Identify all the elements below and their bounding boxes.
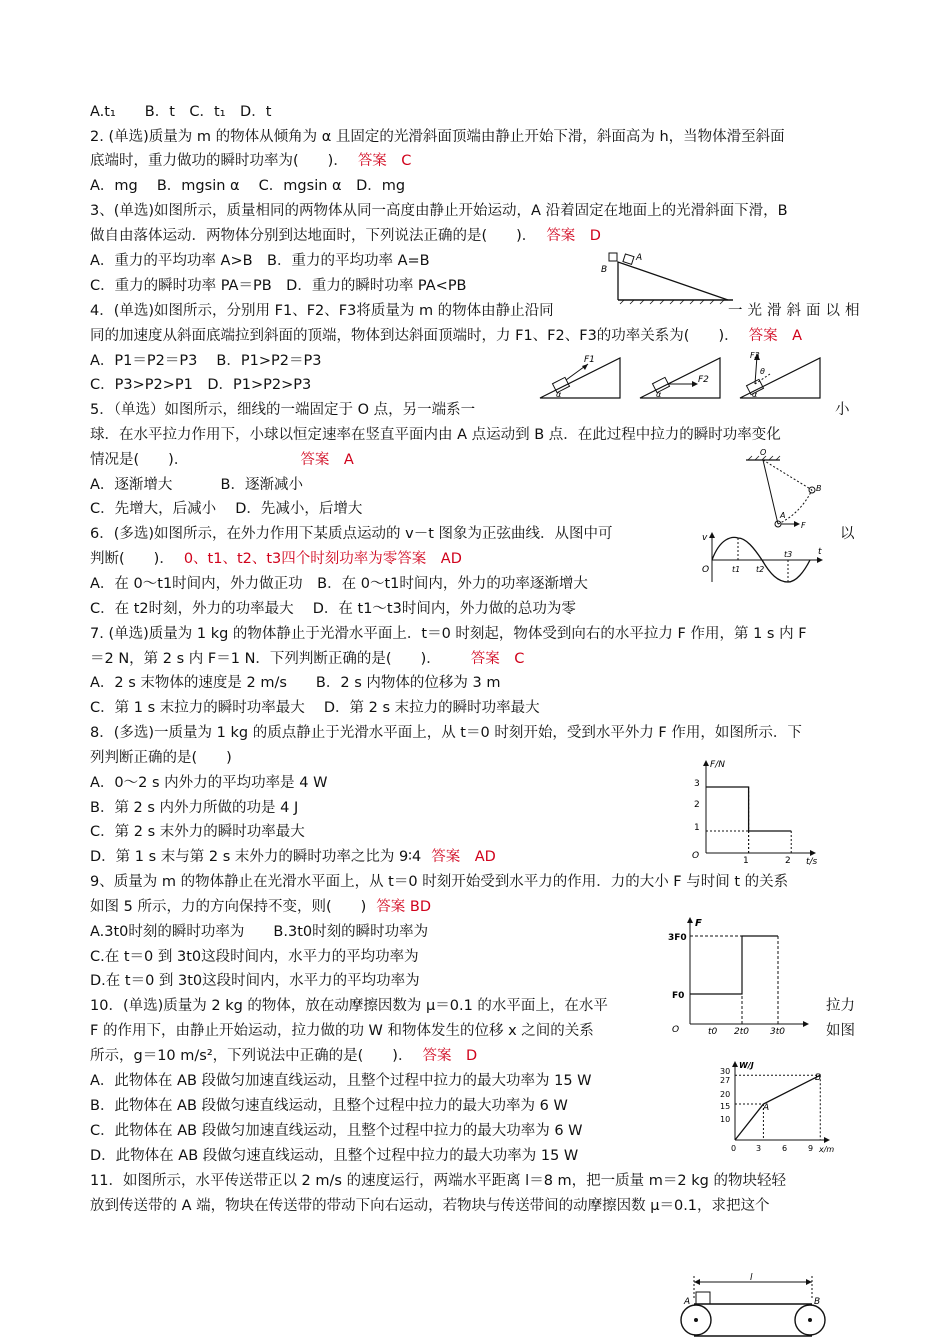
pendulum-label-b: B	[816, 484, 822, 493]
ft9-ytick-f0: F0	[672, 991, 685, 1001]
q7-options-cd: C．第 1 s 末拉力的瞬时功率最大 D．第 2 s 末拉力的瞬时功率最大	[90, 700, 540, 716]
q5-stem-3: 情况是( )． 答案 A	[90, 452, 354, 468]
q2-stem-2: 底端时，重力做功的瞬时功率为( )． 答案 C	[90, 153, 412, 169]
ft8-xtick-1: 1	[743, 856, 749, 866]
ft9-origin: O	[672, 1025, 680, 1035]
q7-options-ab: A．2 s 末物体的速度是 2 m/s B．2 s 内物体的位移为 3 m	[90, 675, 501, 691]
wx-ytick-27: 27	[720, 1076, 731, 1085]
pendulum-label-f: F	[801, 521, 806, 530]
ft8-ytick-1: 1	[694, 823, 700, 833]
conveyor-figure	[680, 1270, 830, 1340]
pendulum-label-a: A	[780, 511, 786, 520]
wx-xtick-3: 3	[756, 1144, 762, 1153]
ft8-ylabel: F/N	[710, 760, 725, 770]
angle-label-theta: θ	[760, 367, 765, 376]
force-label-f1: F1	[584, 355, 595, 365]
force-label-f3: F3	[750, 351, 760, 360]
wx-ytick-20: 20	[720, 1090, 731, 1099]
q8-stem: 8．(多选)一质量为 1 kg 的质点静止于光滑水平面上，从 t＝0 时刻开始，受到水平外力 F 作用，如图所示．下	[90, 725, 802, 741]
q8-stem-2: 列判断正确的是( )	[90, 750, 232, 766]
ft9-xtick-2t0: 2t0	[734, 1027, 749, 1036]
q6-answer: 0、t1、t2、t3四个时刻功率为零答案 AD	[183, 551, 462, 567]
pendulum-figure	[738, 448, 828, 532]
q10-stem-3: 所示，g＝10 m/s²，下列说法中正确的是( )． 答案 D	[90, 1048, 478, 1064]
force-label-f2: F2	[698, 375, 709, 385]
q7-stem: 7. (单选)质量为 1 kg 的物体静止于光滑水平面上．t＝0 时刻起，物体受到向右的水平拉力 F 作用，第 1 s 内 F	[90, 626, 807, 642]
vt-ylabel: v	[702, 533, 708, 543]
belt-label-b: B	[814, 1297, 821, 1307]
incline-label-b: B	[601, 265, 608, 275]
ft8-xlabel: t/s	[806, 857, 818, 867]
wx-xlabel: x/m	[819, 1145, 835, 1154]
q10-answer: 答案 D	[422, 1048, 478, 1064]
wx-plot	[735, 1075, 820, 1140]
ft8-ytick-3: 3	[694, 779, 700, 789]
q8-option-c: C．第 2 s 末外力的瞬时功率最大	[90, 824, 305, 840]
wx-ytick-10: 10	[720, 1115, 731, 1124]
q4-stem: 4．(单选)如图所示，分别用 F1、F2、F3将质量为 m 的物体由静止沿同	[90, 303, 554, 319]
q10-stem-2: F 的作用下，由静止开始运动，拉力做的功 W 和物体发生的位移 x 之间的关系	[90, 1023, 594, 1039]
angle-label-2: α	[656, 390, 662, 399]
q2-stem: 2. (单选)质量为 m 的物体从倾角为 α 且固定的光滑斜面顶端由静止开始下滑，斜面高为 h，当物体滑至斜面	[90, 129, 785, 145]
q8-option-a: A．0～2 s 内外力的平均功率是 4 W	[90, 775, 328, 791]
q5-options-cd: C．先增大，后减小 D．先减小，后增大	[90, 501, 363, 517]
ft8-plot	[706, 787, 791, 853]
q6-options-cd: C．在 t2时刻，外力的功率最大 D．在 t1～t3时间内，外力做的总功为零	[90, 601, 576, 617]
q4-stem-2: 同的加速度从斜面底端拉到斜面的顶端，物体到达斜面顶端时，力 F1、F2、F3的功率关系为( )． 答案 A	[90, 328, 803, 344]
belt-label-a: A	[684, 1297, 691, 1307]
pendulum-label-o: O	[760, 448, 767, 457]
q4-stem-right: 一光滑斜面以相	[728, 303, 865, 319]
q6-options-ab: A．在 0～t1时间内，外力做正功 B．在 0～t1时间内，外力的功率逐渐增大	[90, 576, 588, 592]
q8-option-b: B．第 2 s 内外力所做的功是 4 J	[90, 800, 299, 816]
belt-label-l: l	[750, 1273, 753, 1283]
ft9-ylabel: F	[695, 918, 702, 929]
q3-stem-2: 做自由落体运动．两物体分别到达地面时，下列说法正确的是( )． 答案 D	[90, 228, 601, 244]
q5-answer: 答案 A	[300, 452, 354, 468]
ft-graph-q9	[668, 912, 816, 1036]
q5-stem-2: 球．在水平拉力作用下，小球以恒定速率在竖直平面内由 A 点运动到 B 点．在此过程中拉力的瞬时功率变化	[90, 427, 781, 443]
vt-graph	[700, 530, 828, 590]
q9-option-c: C.在 t＝0 到 3t0这段时间内，水平力的平均功率为	[90, 949, 419, 965]
wx-xtick-6: 6	[782, 1144, 788, 1153]
q10-option-c: C．此物体在 AB 段做匀加速直线运动，且整个过程中拉力的最大功率为 6 W	[90, 1123, 583, 1139]
ft8-xtick-2: 2	[785, 856, 791, 866]
q9-answer: 答案 BD	[376, 899, 431, 915]
q1-options: A.t₁ B．t C．t₁ D．t	[90, 104, 272, 120]
q3-answer: 答案 D	[546, 228, 601, 244]
q8-answer: 答案 AD	[431, 849, 496, 865]
q5-stem: 5．（单选）如图所示，细线的一端固定于 O 点，另一端系一	[90, 402, 476, 418]
ft9-xtick-t0: t0	[708, 1027, 718, 1036]
ft9-xtick-3t0: 3t0	[770, 1027, 785, 1036]
ft-graph-q8	[688, 755, 828, 867]
q6-stem-right: 以	[840, 526, 855, 542]
q10-stem: 10．(单选)质量为 2 kg 的物体，放在动摩擦因数为 μ＝0.1 的水平面上，在水平	[90, 998, 608, 1014]
ft8-origin: O	[692, 851, 700, 861]
angle-label-3: α	[752, 390, 758, 399]
vt-origin: O	[702, 565, 710, 575]
q9-stem-2: 如图 5 所示，力的方向保持不变，则( ) 答案 BD	[90, 899, 431, 915]
q3-options-ab: A．重力的平均功率 A>B B．重力的平均功率 A=B	[90, 253, 430, 269]
wx-ytick-15: 15	[720, 1102, 731, 1111]
q3-stem: 3、(单选)如图所示，质量相同的两物体从同一高度由静止开始运动，A 沿着固定在地面上的光滑斜面下滑，B	[90, 203, 788, 219]
incline-figure	[598, 250, 738, 306]
q11-stem-2: 放到传送带的 A 端，物块在传送带的带动下向右运动，若物块与传送带间的动摩擦因数 μ＝0.1，求把这个	[90, 1198, 770, 1214]
q4-options-cd: C．P3>P2>P1 D．P1>P2>P3	[90, 377, 312, 393]
q9-options-ab: A.3t0时刻的瞬时功率为 B.3t0时刻的瞬时功率为	[90, 924, 429, 940]
wx-graph-q10	[715, 1058, 845, 1154]
q10-option-d: D．此物体在 AB 段做匀速直线运动，且整个过程中拉力的最大功率为 15 W	[90, 1148, 579, 1164]
wx-ytick-30: 30	[720, 1067, 731, 1076]
ft8-ytick-2: 2	[694, 800, 700, 810]
q8-option-d: D．第 1 s 末与第 2 s 末外力的瞬时功率之比为 9∶4 答案 AD	[90, 849, 496, 865]
vt-tick-t1: t1	[732, 565, 741, 574]
wx-xtick-9: 9	[808, 1144, 814, 1153]
q10-stem-right: 拉力	[826, 998, 855, 1014]
q10-option-b: B．此物体在 AB 段做匀速直线运动，且整个过程中拉力的最大功率为 6 W	[90, 1098, 568, 1114]
angle-label-1: α	[556, 390, 562, 399]
q4-options-ab: A．P1＝P2＝P3 B．P1>P2＝P3	[90, 353, 322, 369]
vt-tick-t3: t3	[784, 550, 793, 559]
q2-options: A．mg B．mgsin α C．mgsin α D．mg	[90, 178, 406, 194]
q11-stem: 11．如图所示，水平传送带正以 2 m/s 的速度运行，两端水平距离 l＝8 m，把一质量 m＝2 kg 的物块轻轻	[90, 1173, 786, 1189]
vt-xlabel: t	[818, 547, 822, 557]
q7-stem-2: ＝2 N，第 2 s 内 F＝1 N．下列判断正确的是( )． 答案 C	[90, 651, 525, 667]
wx-ylabel: W/J	[739, 1061, 754, 1070]
ft9-ytick-3f0: 3F0	[668, 933, 687, 943]
q2-answer: 答案 C	[357, 153, 412, 169]
q4-answer: 答案 A	[748, 328, 803, 344]
incline-label-a: A	[636, 253, 643, 263]
q5-options-ab: A．逐渐增大 B．逐渐减小	[90, 477, 303, 493]
q6-stem-2: 判断( )． 0、t1、t2、t3四个时刻功率为零答案 AD	[90, 551, 462, 567]
wx-point-a: A	[763, 1103, 770, 1113]
q9-stem: 9、质量为 m 的物体静止在光滑水平面上，从 t＝0 时刻开始受到水平力的作用．力的大小 F 与时间 t 的关系	[90, 874, 789, 890]
force-figures	[538, 350, 828, 402]
q10-stem-2-right: 如图	[826, 1023, 855, 1039]
q3-options-cd: C．重力的瞬时功率 PA＝PB D．重力的瞬时功率 PA<PB	[90, 278, 467, 294]
q7-answer: 答案 C	[470, 651, 525, 667]
q10-option-a: A．此物体在 AB 段做匀加速直线运动，且整个过程中拉力的最大功率为 15 W	[90, 1073, 592, 1089]
ft8-series-line	[706, 787, 791, 831]
wx-series-line	[735, 1075, 820, 1140]
vt-tick-t2: t2	[756, 565, 765, 574]
q6-stem: 6．(多选)如图所示，在外力作用下某质点运动的 v－t 图象为正弦曲线．从图中可	[90, 526, 613, 542]
wx-xtick-0: 0	[731, 1144, 737, 1153]
q9-option-d: D.在 t＝0 到 3t0这段时间内，水平力的平均功率为	[90, 973, 420, 989]
wx-point-b: B	[815, 1073, 822, 1083]
q5-stem-right: 小	[835, 402, 850, 418]
